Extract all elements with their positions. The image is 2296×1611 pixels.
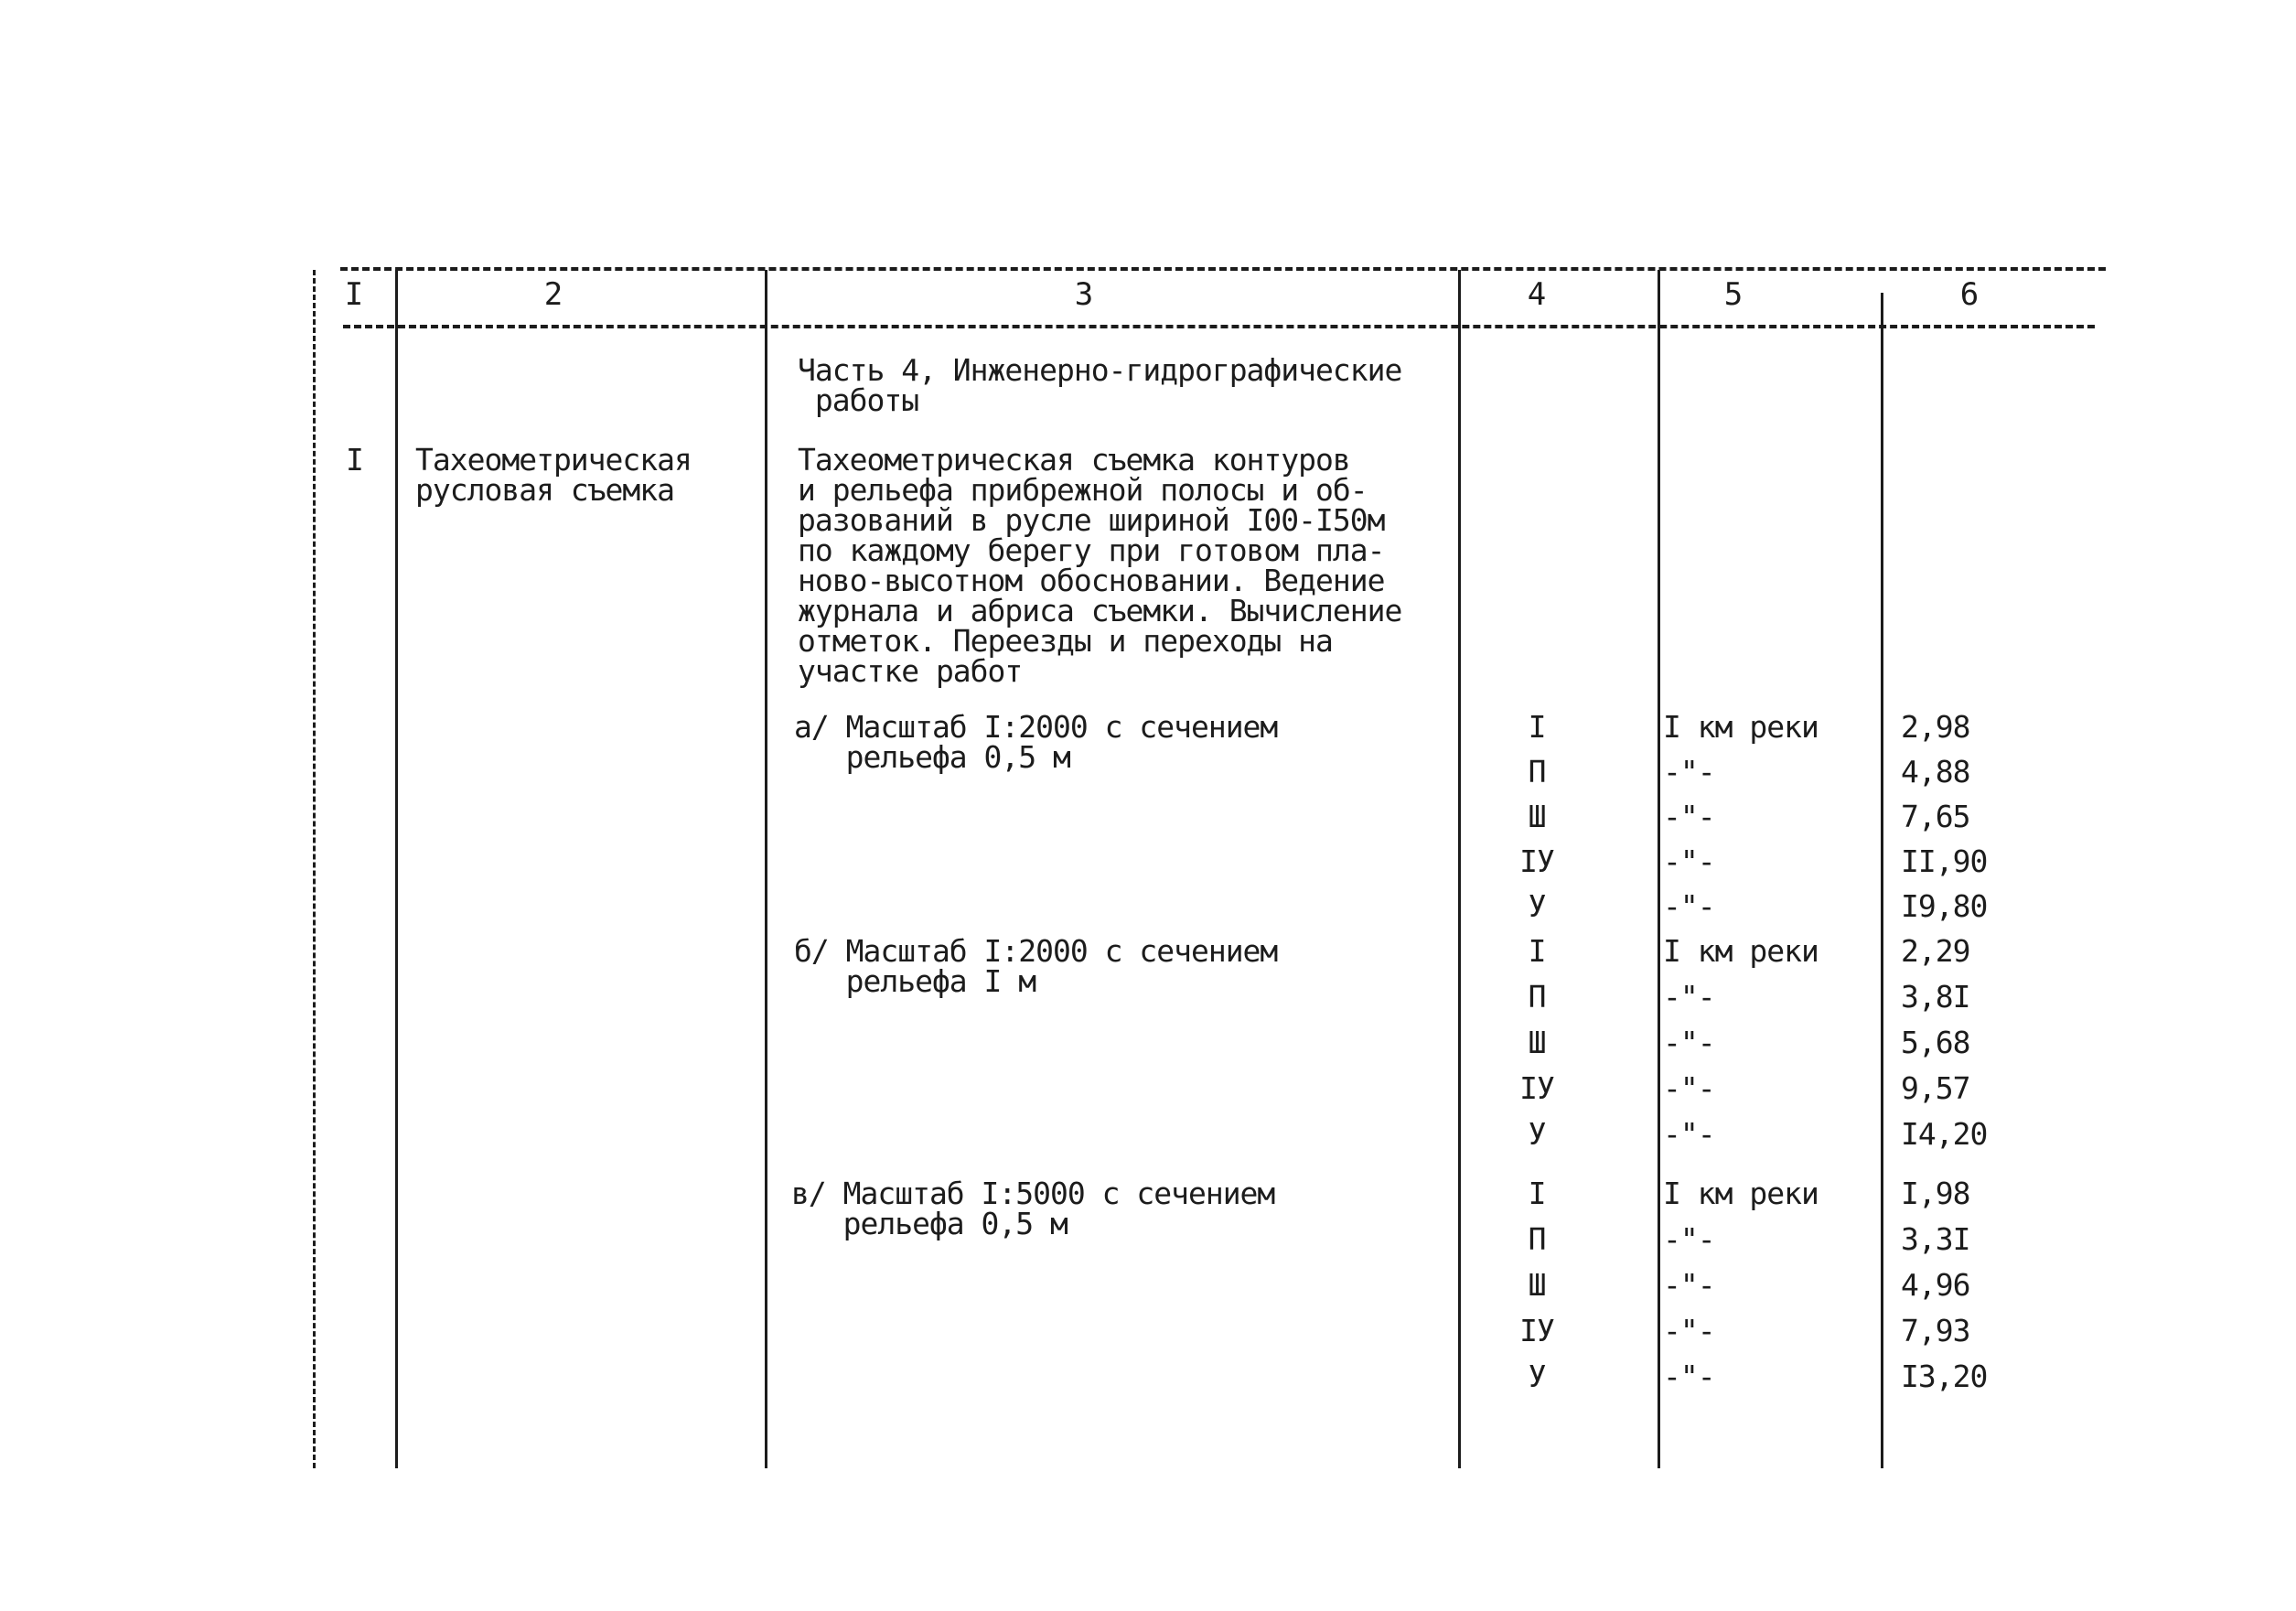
category-cell: Ш	[1528, 799, 1546, 834]
table-left-border	[313, 270, 316, 1468]
value-cell: I,98	[1901, 1176, 1970, 1211]
unit-cell: -"-	[1663, 1116, 1715, 1152]
part-title: Часть 4, Инженерно-гидрографические работы	[798, 352, 1402, 418]
unit-cell: I км реки	[1663, 709, 1819, 745]
unit-cell: -"-	[1663, 979, 1715, 1015]
header-bottom-rule	[343, 325, 2095, 328]
column-header-6: 6	[1959, 276, 1979, 313]
column-divider-1	[395, 270, 398, 1468]
unit-cell: -"-	[1663, 1221, 1715, 1257]
unit-cell: -"-	[1663, 1359, 1715, 1394]
category-cell: IУ	[1519, 1070, 1554, 1106]
category-cell: Ш	[1528, 1025, 1546, 1060]
scale-group-label: в/ Масштаб I:5000 с сечением рельефа 0,5 м	[791, 1176, 1275, 1241]
column-header-2: 2	[543, 276, 563, 313]
column-header-1: I	[344, 276, 364, 313]
unit-cell: -"-	[1663, 843, 1715, 879]
category-cell: У	[1528, 1359, 1546, 1394]
value-cell: 4,96	[1901, 1267, 1970, 1303]
column-header-3: 3	[1074, 276, 1094, 313]
value-cell: II,90	[1901, 843, 1988, 879]
unit-cell: -"-	[1663, 1267, 1715, 1303]
value-cell: 3,3I	[1901, 1221, 1970, 1257]
value-cell: 3,8I	[1901, 979, 1970, 1015]
value-cell: I3,20	[1901, 1359, 1988, 1394]
category-cell: IУ	[1519, 843, 1554, 879]
scale-group-label: б/ Масштаб I:2000 с сечением рельефа I м	[794, 933, 1278, 999]
row-number: I	[346, 442, 363, 478]
value-cell: 5,68	[1901, 1025, 1970, 1060]
column-divider-4	[1658, 270, 1660, 1468]
category-cell: У	[1528, 888, 1546, 924]
category-cell: IУ	[1519, 1313, 1554, 1348]
category-cell: I	[1528, 933, 1546, 969]
category-cell: П	[1528, 754, 1546, 789]
column-header-5: 5	[1723, 276, 1743, 313]
value-cell: 7,65	[1901, 799, 1970, 834]
table-top-rule	[340, 267, 2106, 271]
value-cell: 2,29	[1901, 933, 1970, 969]
column-divider-2	[765, 270, 767, 1468]
column-divider-5	[1881, 293, 1883, 1468]
unit-cell: I км реки	[1663, 933, 1819, 969]
unit-cell: -"-	[1663, 888, 1715, 924]
column-divider-3	[1458, 270, 1461, 1468]
column-header-4: 4	[1527, 276, 1547, 313]
value-cell: I4,20	[1901, 1116, 1988, 1152]
category-cell: I	[1528, 1176, 1546, 1211]
category-cell: У	[1528, 1116, 1546, 1152]
value-cell: I9,80	[1901, 888, 1988, 924]
unit-cell: -"-	[1663, 1025, 1715, 1060]
value-cell: 7,93	[1901, 1313, 1970, 1348]
unit-cell: I км реки	[1663, 1176, 1819, 1211]
value-cell: 4,88	[1901, 754, 1970, 789]
scale-group-label: а/ Масштаб I:2000 с сечением рельефа 0,5 м	[794, 709, 1278, 775]
work-description: Тахеометрическая съемка контуров и рельефа прибрежной полосы и об- разований в русле шириной I00-I50м по каждому берегу при готовом пла- ново-высотном обосновании. Ведение журнала и абриса съемки. Вычисление отметок. Переезды и переходы на участке работ	[798, 442, 1402, 689]
value-cell: 9,57	[1901, 1070, 1970, 1106]
category-cell: I	[1528, 709, 1546, 745]
unit-cell: -"-	[1663, 1313, 1715, 1348]
unit-cell: -"-	[1663, 754, 1715, 789]
value-cell: 2,98	[1901, 709, 1970, 745]
unit-cell: -"-	[1663, 799, 1715, 834]
unit-cell: -"-	[1663, 1070, 1715, 1106]
category-cell: Ш	[1528, 1267, 1546, 1303]
category-cell: П	[1528, 1221, 1546, 1257]
category-cell: П	[1528, 979, 1546, 1015]
row-name: Тахеометрическая русловая съемка	[415, 442, 692, 508]
